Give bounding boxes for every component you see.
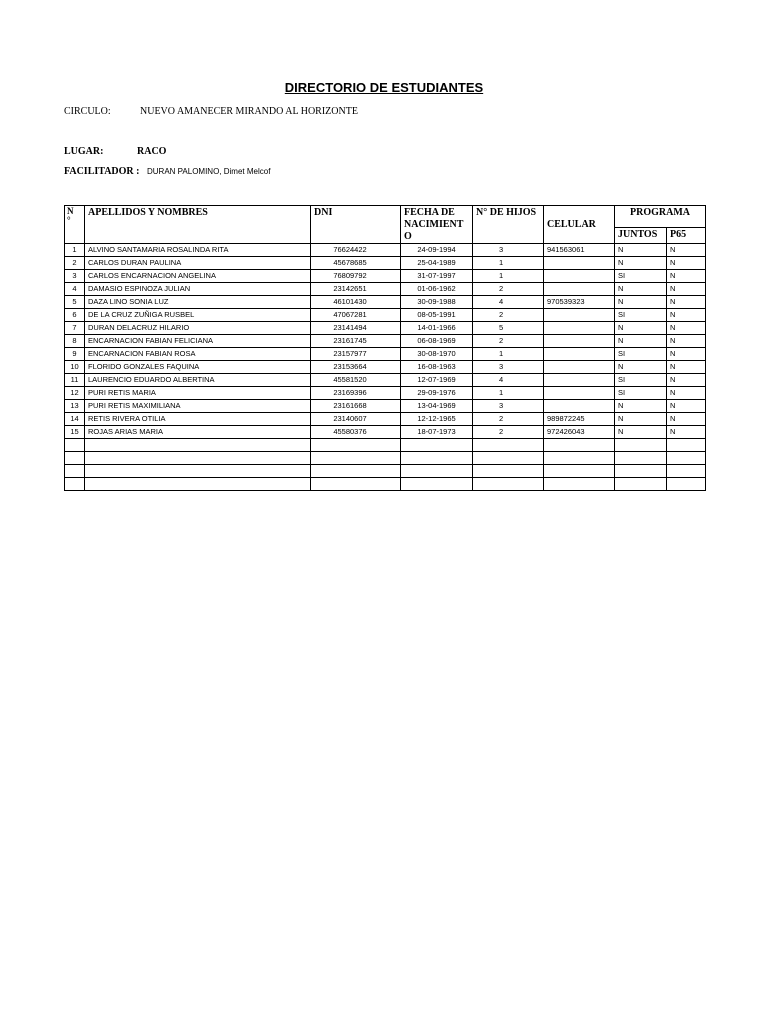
cell-no: 9 [65, 348, 85, 361]
table-row [65, 361, 706, 374]
cell-hijos: 3 [473, 361, 544, 374]
cell-no: 12 [65, 387, 85, 400]
table-row [65, 296, 706, 309]
empty-cell [401, 452, 473, 465]
cell-hijos: 2 [473, 413, 544, 426]
cell-celular [544, 270, 615, 283]
cell-nombre: DURAN DELACRUZ HILARIO [85, 322, 311, 335]
cell-dni: 76809792 [311, 270, 401, 283]
cell-dni: 45581520 [311, 374, 401, 387]
cell-nombre: ENCARNACION FABIAN ROSA [85, 348, 311, 361]
empty-cell [667, 452, 706, 465]
students-table [64, 205, 706, 491]
cell-dni: 46101430 [311, 296, 401, 309]
cell-dni: 23153664 [311, 361, 401, 374]
table-body [65, 244, 706, 491]
cell-celular [544, 400, 615, 413]
cell-celular: 970539323 [544, 296, 615, 309]
table-row [65, 426, 706, 439]
cell-juntos: N [615, 283, 667, 296]
empty-cell [65, 452, 85, 465]
cell-nombre: PURI RETIS MAXIMILIANA [85, 400, 311, 413]
cell-nombre: ROJAS ARIAS MARIA [85, 426, 311, 439]
cell-no: 15 [65, 426, 85, 439]
empty-cell [615, 465, 667, 478]
empty-cell [311, 465, 401, 478]
facilitador-value: DURAN PALOMINO, Dimet Melcof [147, 167, 271, 176]
cell-no: 3 [65, 270, 85, 283]
cell-hijos: 2 [473, 335, 544, 348]
cell-juntos: N [615, 322, 667, 335]
cell-fecha: 18-07-1973 [401, 426, 473, 439]
header-dni: DNI [311, 206, 401, 244]
cell-fecha: 30-09-1988 [401, 296, 473, 309]
empty-cell [473, 478, 544, 491]
empty-cell [544, 452, 615, 465]
table-row [65, 374, 706, 387]
cell-no: 14 [65, 413, 85, 426]
empty-cell [473, 452, 544, 465]
cell-celular [544, 257, 615, 270]
header-programa: PROGRAMA [615, 206, 706, 228]
cell-juntos: N [615, 335, 667, 348]
cell-celular [544, 387, 615, 400]
cell-dni: 23161668 [311, 400, 401, 413]
lugar-label: LUGAR: [64, 146, 104, 157]
empty-cell [311, 478, 401, 491]
empty-cell [667, 465, 706, 478]
header-fecha: FECHA DE NACIMIENT O [401, 206, 473, 244]
cell-no: 11 [65, 374, 85, 387]
cell-p65: N [667, 309, 706, 322]
cell-fecha: 29-09-1976 [401, 387, 473, 400]
empty-cell [311, 439, 401, 452]
table-row [65, 309, 706, 322]
cell-no: 2 [65, 257, 85, 270]
circulo-value: NUEVO AMANECER MIRANDO AL HORIZONTE [140, 106, 358, 117]
empty-cell [85, 465, 311, 478]
cell-fecha: 16-08-1963 [401, 361, 473, 374]
cell-dni: 23141494 [311, 322, 401, 335]
document-title: DIRECTORIO DE ESTUDIANTES [284, 80, 484, 95]
cell-p65: N [667, 335, 706, 348]
cell-p65: N [667, 426, 706, 439]
cell-fecha: 30-08-1970 [401, 348, 473, 361]
cell-nombre: DAZA LINO SONIA LUZ [85, 296, 311, 309]
cell-nombre: CARLOS ENCARNACION ANGELINA [85, 270, 311, 283]
cell-no: 1 [65, 244, 85, 257]
cell-dni: 45580376 [311, 426, 401, 439]
header-hijos: N° DE HIJOS [473, 206, 544, 244]
cell-celular [544, 322, 615, 335]
table-row [65, 322, 706, 335]
cell-celular [544, 335, 615, 348]
cell-p65: N [667, 270, 706, 283]
header-juntos: JUNTOS [615, 228, 667, 244]
empty-cell [85, 478, 311, 491]
cell-nombre: ALVINO SANTAMARIA ROSALINDA RITA [85, 244, 311, 257]
cell-celular: 989872245 [544, 413, 615, 426]
empty-cell [615, 478, 667, 491]
empty-row [65, 439, 706, 452]
cell-hijos: 4 [473, 296, 544, 309]
cell-p65: N [667, 348, 706, 361]
facilitador-label: FACILITADOR : [64, 166, 140, 177]
cell-juntos: SI [615, 387, 667, 400]
cell-p65: N [667, 283, 706, 296]
empty-cell [65, 478, 85, 491]
cell-p65: N [667, 400, 706, 413]
cell-nombre: RETIS RIVERA OTILIA [85, 413, 311, 426]
cell-juntos: SI [615, 348, 667, 361]
cell-p65: N [667, 387, 706, 400]
empty-cell [473, 439, 544, 452]
cell-p65: N [667, 361, 706, 374]
cell-fecha: 13-04-1969 [401, 400, 473, 413]
cell-dni: 23169396 [311, 387, 401, 400]
cell-no: 4 [65, 283, 85, 296]
cell-hijos: 5 [473, 322, 544, 335]
cell-juntos: N [615, 257, 667, 270]
empty-cell [65, 439, 85, 452]
cell-no: 7 [65, 322, 85, 335]
cell-no: 8 [65, 335, 85, 348]
empty-cell [544, 439, 615, 452]
empty-cell [311, 452, 401, 465]
cell-fecha: 25-04-1989 [401, 257, 473, 270]
cell-hijos: 4 [473, 374, 544, 387]
table-row [65, 335, 706, 348]
cell-juntos: SI [615, 374, 667, 387]
cell-p65: N [667, 257, 706, 270]
table-row [65, 348, 706, 361]
cell-fecha: 06-08-1969 [401, 335, 473, 348]
cell-juntos: N [615, 244, 667, 257]
header-p65: P65 [667, 228, 706, 244]
cell-hijos: 3 [473, 244, 544, 257]
table-row [65, 257, 706, 270]
cell-p65: N [667, 322, 706, 335]
cell-nombre: FLORIDO GONZALES FAQUINA [85, 361, 311, 374]
header-celular: CELULAR [544, 206, 615, 244]
cell-juntos: SI [615, 270, 667, 283]
cell-fecha: 24-09-1994 [401, 244, 473, 257]
empty-cell [473, 465, 544, 478]
cell-juntos: N [615, 426, 667, 439]
cell-celular [544, 348, 615, 361]
cell-celular [544, 361, 615, 374]
cell-fecha: 01-06-1962 [401, 283, 473, 296]
header-nombres: APELLIDOS Y NOMBRES [85, 206, 311, 244]
cell-hijos: 1 [473, 257, 544, 270]
cell-p65: N [667, 413, 706, 426]
cell-fecha: 14-01-1966 [401, 322, 473, 335]
cell-dni: 23140607 [311, 413, 401, 426]
cell-hijos: 2 [473, 283, 544, 296]
cell-hijos: 1 [473, 348, 544, 361]
header-no: N ° [65, 206, 85, 244]
cell-celular [544, 374, 615, 387]
empty-cell [615, 439, 667, 452]
empty-cell [65, 465, 85, 478]
cell-no: 5 [65, 296, 85, 309]
circulo-label: CIRCULO: [64, 106, 111, 117]
table-row [65, 387, 706, 400]
empty-cell [401, 478, 473, 491]
cell-p65: N [667, 244, 706, 257]
empty-cell [667, 439, 706, 452]
table-row [65, 283, 706, 296]
cell-hijos: 3 [473, 400, 544, 413]
cell-dni: 23161745 [311, 335, 401, 348]
cell-celular: 972426043 [544, 426, 615, 439]
empty-cell [401, 439, 473, 452]
cell-fecha: 08-05-1991 [401, 309, 473, 322]
cell-nombre: CARLOS DURAN PAULINA [85, 257, 311, 270]
cell-juntos: N [615, 413, 667, 426]
cell-dni: 45678685 [311, 257, 401, 270]
empty-row [65, 478, 706, 491]
lugar-value: RACO [137, 146, 167, 157]
cell-dni: 76624422 [311, 244, 401, 257]
cell-fecha: 12-07-1969 [401, 374, 473, 387]
empty-cell [85, 452, 311, 465]
cell-fecha: 12-12-1965 [401, 413, 473, 426]
cell-hijos: 2 [473, 426, 544, 439]
cell-nombre: DAMASIO ESPINOZA JULIAN [85, 283, 311, 296]
cell-hijos: 2 [473, 309, 544, 322]
table-row [65, 244, 706, 257]
cell-celular: 941563061 [544, 244, 615, 257]
cell-no: 13 [65, 400, 85, 413]
empty-cell [85, 439, 311, 452]
empty-cell [544, 478, 615, 491]
table-row [65, 413, 706, 426]
empty-row [65, 452, 706, 465]
cell-fecha: 31-07-1997 [401, 270, 473, 283]
cell-celular [544, 283, 615, 296]
cell-p65: N [667, 374, 706, 387]
empty-cell [615, 452, 667, 465]
cell-nombre: PURI RETIS MARIA [85, 387, 311, 400]
cell-juntos: N [615, 400, 667, 413]
cell-hijos: 1 [473, 270, 544, 283]
cell-celular [544, 309, 615, 322]
cell-juntos: N [615, 361, 667, 374]
cell-juntos: SI [615, 309, 667, 322]
cell-hijos: 1 [473, 387, 544, 400]
cell-nombre: ENCARNACION FABIAN FELICIANA [85, 335, 311, 348]
cell-nombre: DE LA CRUZ ZUÑIGA RUSBEL [85, 309, 311, 322]
empty-cell [401, 465, 473, 478]
empty-cell [667, 478, 706, 491]
empty-cell [544, 465, 615, 478]
cell-dni: 23142651 [311, 283, 401, 296]
cell-no: 10 [65, 361, 85, 374]
empty-row [65, 465, 706, 478]
cell-p65: N [667, 296, 706, 309]
table-row [65, 270, 706, 283]
table-row [65, 400, 706, 413]
cell-dni: 23157977 [311, 348, 401, 361]
cell-dni: 47067281 [311, 309, 401, 322]
cell-nombre: LAURENCIO EDUARDO ALBERTINA [85, 374, 311, 387]
cell-no: 6 [65, 309, 85, 322]
cell-juntos: N [615, 296, 667, 309]
